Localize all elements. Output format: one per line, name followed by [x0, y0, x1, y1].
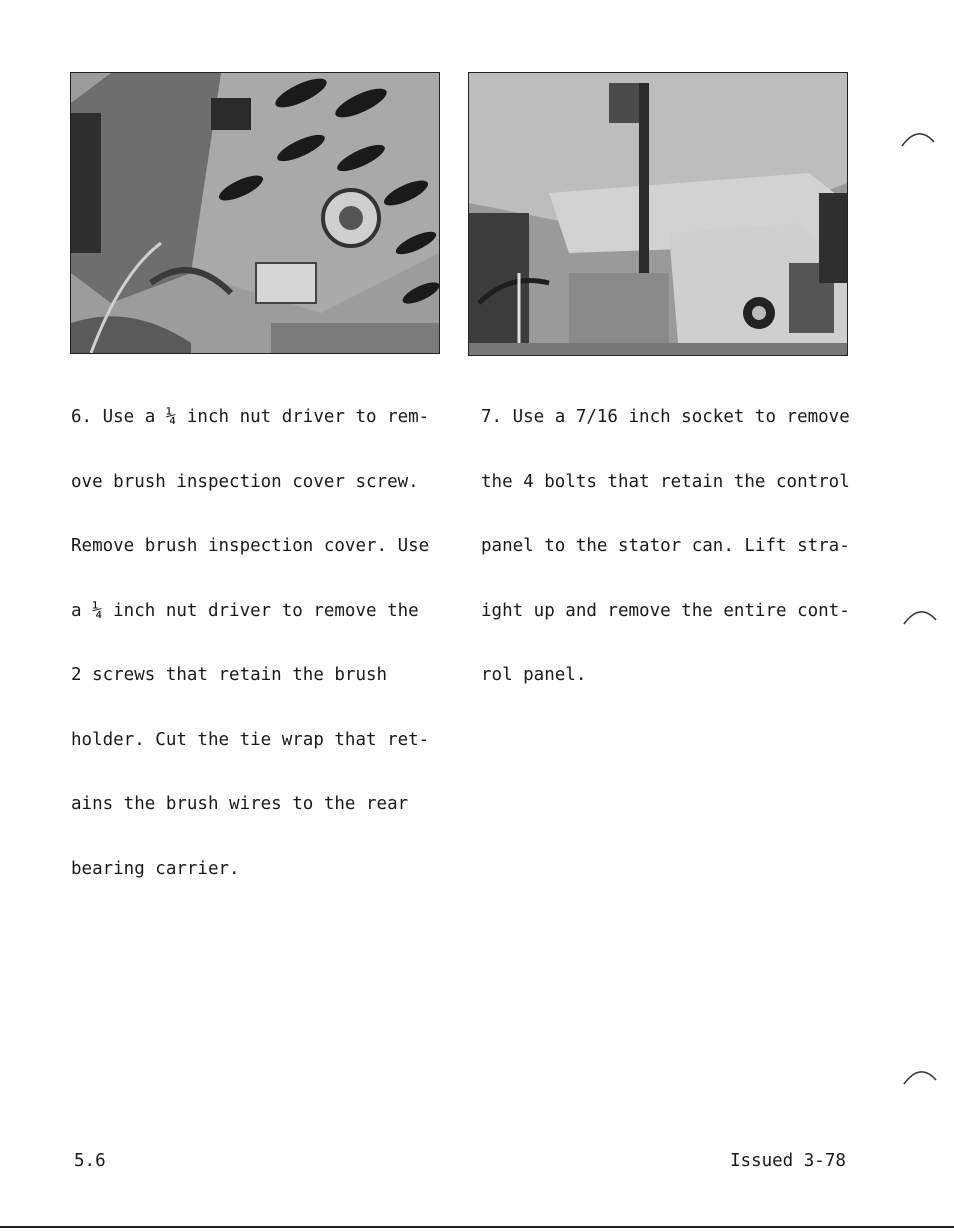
page-number: 5.6	[74, 1151, 106, 1171]
photo-control-panel	[468, 72, 848, 356]
step-6-line: 6. Use a ¼ inch nut driver to rem-	[71, 407, 430, 427]
issued-date: Issued 3-78	[730, 1151, 846, 1171]
step-6-line: holder. Cut the tie wrap that ret-	[71, 729, 430, 750]
punch-hole-mark	[902, 1066, 938, 1086]
step-6-line: ove brush inspection cover screw.	[71, 471, 419, 492]
step-6-line: ains the brush wires to the rear	[71, 794, 409, 814]
step-6-line: bearing carrier.	[71, 858, 240, 879]
step-7-line: ight up and remove the entire cont-	[481, 600, 850, 621]
step-7-line: rol panel.	[481, 665, 587, 685]
photo-brush-inspection-image	[71, 73, 439, 353]
step-6-line: Remove brush inspection cover. Use	[71, 536, 430, 556]
bottom-rule	[0, 1226, 954, 1228]
punch-hole-mark	[902, 606, 938, 626]
step-7-line: the 4 bolts that retain the control	[481, 471, 850, 492]
punch-hole-mark	[900, 128, 936, 148]
photo-brush-inspection	[70, 72, 440, 354]
step-7-line: panel to the stator can. Lift stra-	[481, 536, 850, 556]
step-6-caption	[71, 364, 461, 902]
step-7-caption	[481, 364, 881, 708]
step-7-line: 7. Use a 7/16 inch socket to remove	[481, 407, 850, 427]
step-6-line: a ¼ inch nut driver to remove the	[71, 600, 419, 621]
step-6-line: 2 screws that retain the brush	[71, 665, 388, 685]
photo-control-panel-image	[469, 73, 847, 355]
